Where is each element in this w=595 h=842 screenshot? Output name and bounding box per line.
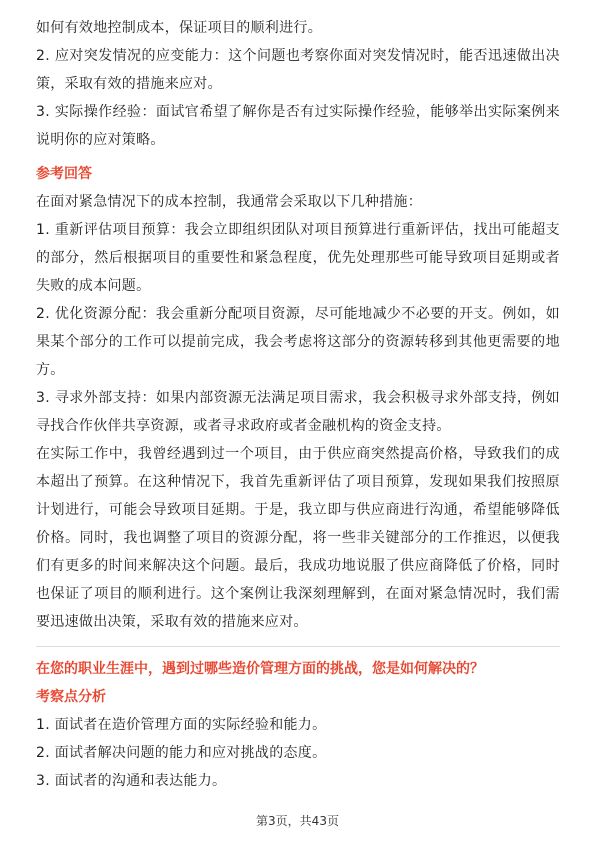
analysis-heading: 考察点分析: [36, 689, 106, 705]
assessment-point-2: 2. 应对突发情况的应变能力：这个问题也考察你面对突发情况时，能否迅速做出决策，采取有效的措施来应对。: [36, 48, 560, 92]
answer-measure-2: 2. 优化资源分配：我会重新分配项目资源，尽可能地减少不必要的开支。例如，如果某个部分的工作可以提前完成，我会考虑将这部分的资源转移到其他更需要的地方。: [36, 306, 560, 378]
next-question-title: 在您的职业生涯中，遇到过哪些造价管理方面的挑战，您是如何解决的？: [36, 661, 484, 677]
document-page: [36, 14, 560, 795]
section-divider: [36, 646, 560, 647]
continuation-text: 如何有效地控制成本，保证项目的顺利进行。: [36, 20, 322, 36]
assessment-point-3: 3. 实际操作经验：面试官希望了解你是否有过实际操作经验，能够举出实际案例来说明你的应对策略。: [36, 104, 560, 148]
answer-example: 在实际工作中，我曾经遇到过一个项目，由于供应商突然提高价格，导致我们的成本超出了预算。在这种情况下，我首先重新评估了项目预算，发现如果我们按照原计划进行，可能会导致项目延期。于是，我立即与供应商进行沟通，希望能够降低价格。同时，我也调整了项目的资源分配，将一些非关键部分的工作推迟，以便我们有更多的时间来解决这个问题。最后，我成功地说服了供应商降低了价格，同时也保证了项目的顺利进行。这个案例让我深刻理解到，在面对紧急情况时，我们需要迅速做出决策，采取有效的措施来应对。: [36, 446, 560, 630]
answer-measure-1: 1. 重新评估项目预算：我会立即组织团队对项目预算进行重新评估，找出可能超支的部分，然后根据项目的重要性和紧急程度，优先处理那些可能导致项目延期或者失败的成本问题。: [36, 222, 560, 294]
analysis-point-1: 1. 面试者在造价管理方面的实际经验和能力。: [36, 717, 327, 733]
analysis-point-2: 2. 面试者解决问题的能力和应对挑战的态度。: [36, 745, 327, 761]
page-number: 第3页，共43页: [256, 814, 339, 828]
answer-intro: 在面对紧急情况下的成本控制，我通常会采取以下几种措施：: [36, 194, 423, 210]
answer-measure-3: 3. 寻求外部支持：如果内部资源无法满足项目需求，我会积极寻求外部支持，例如寻找合作伙伴共享资源，或者寻求政府或者金融机构的资金支持。: [36, 390, 560, 434]
reference-answer-heading: 参考回答: [36, 166, 92, 182]
analysis-point-3: 3. 面试者的沟通和表达能力。: [36, 773, 227, 789]
